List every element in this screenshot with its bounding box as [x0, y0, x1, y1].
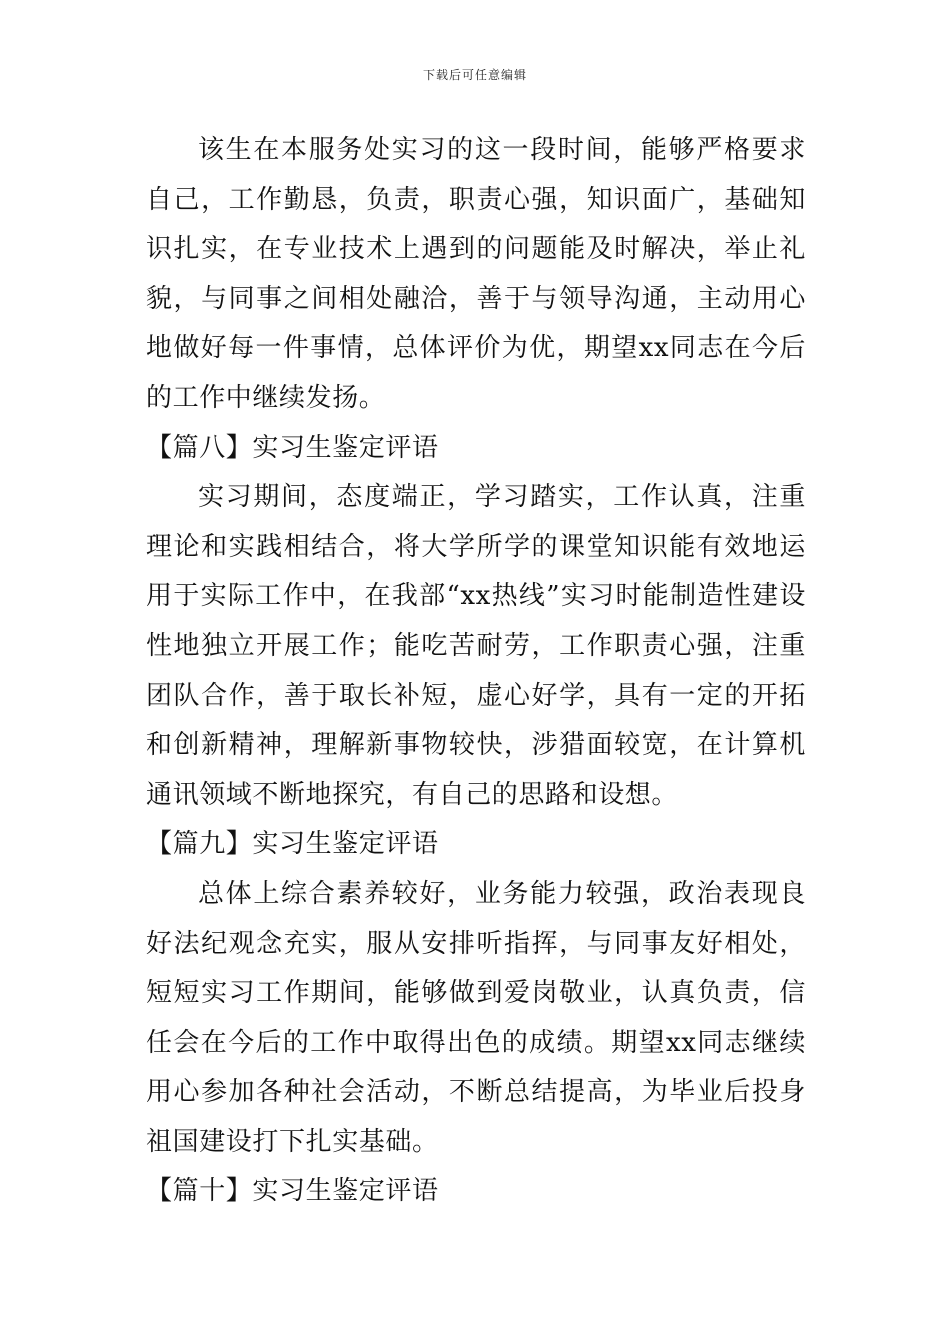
document-body [146, 126, 806, 1217]
paragraph-evaluation-part-8: 实习期间，态度端正，学习踏实，工作认真，注重理论和实践相结合，将大学所学的课堂知识能有效地运用于实际工作中，在我部“xx热线”实习时能制造性建设性地独立开展工作；能吃苦耐劳，工作职责心强，注重团队合作，善于取长补短，虚心好学，具有一定的开拓和创新精神，理解新事物较快，涉猎面较宽，在计算机通讯领域不断地探究，有自己的思路和设想。 [146, 482, 806, 810]
section-heading-part-8: 【篇八】实习生鉴定评语 [146, 432, 439, 463]
paragraph-evaluation-intro: 该生在本服务处实习的这一段时间，能够严格要求自己，工作勤恳，负责，职责心强，知识面广，基础知识扎实，在专业技术上遇到的问题能及时解决，举止礼貌，与同事之间相处融洽，善于与领导沟通，主动用心地做好每一件事情，总体评价为优，期望xx同志在今后的工作中继续发扬。 [146, 135, 806, 413]
page-header: 下载后可任意编辑 [422, 68, 527, 82]
section-heading-part-10: 【篇十】实习生鉴定评语 [146, 1176, 439, 1207]
paragraph-evaluation-part-9: 总体上综合素养较好，业务能力较强，政治表现良好法纪观念充实，服从安排听指挥，与同事友好相处，短短实习工作期间，能够做到爱岗敬业，认真负责，信任会在今后的工作中取得出色的成绩。期望xx同志继续用心参加各种社会活动，不断总结提高，为毕业后投身祖国建设打下扎实基础。 [146, 878, 806, 1157]
section-heading-part-9: 【篇九】实习生鉴定评语 [146, 829, 439, 860]
